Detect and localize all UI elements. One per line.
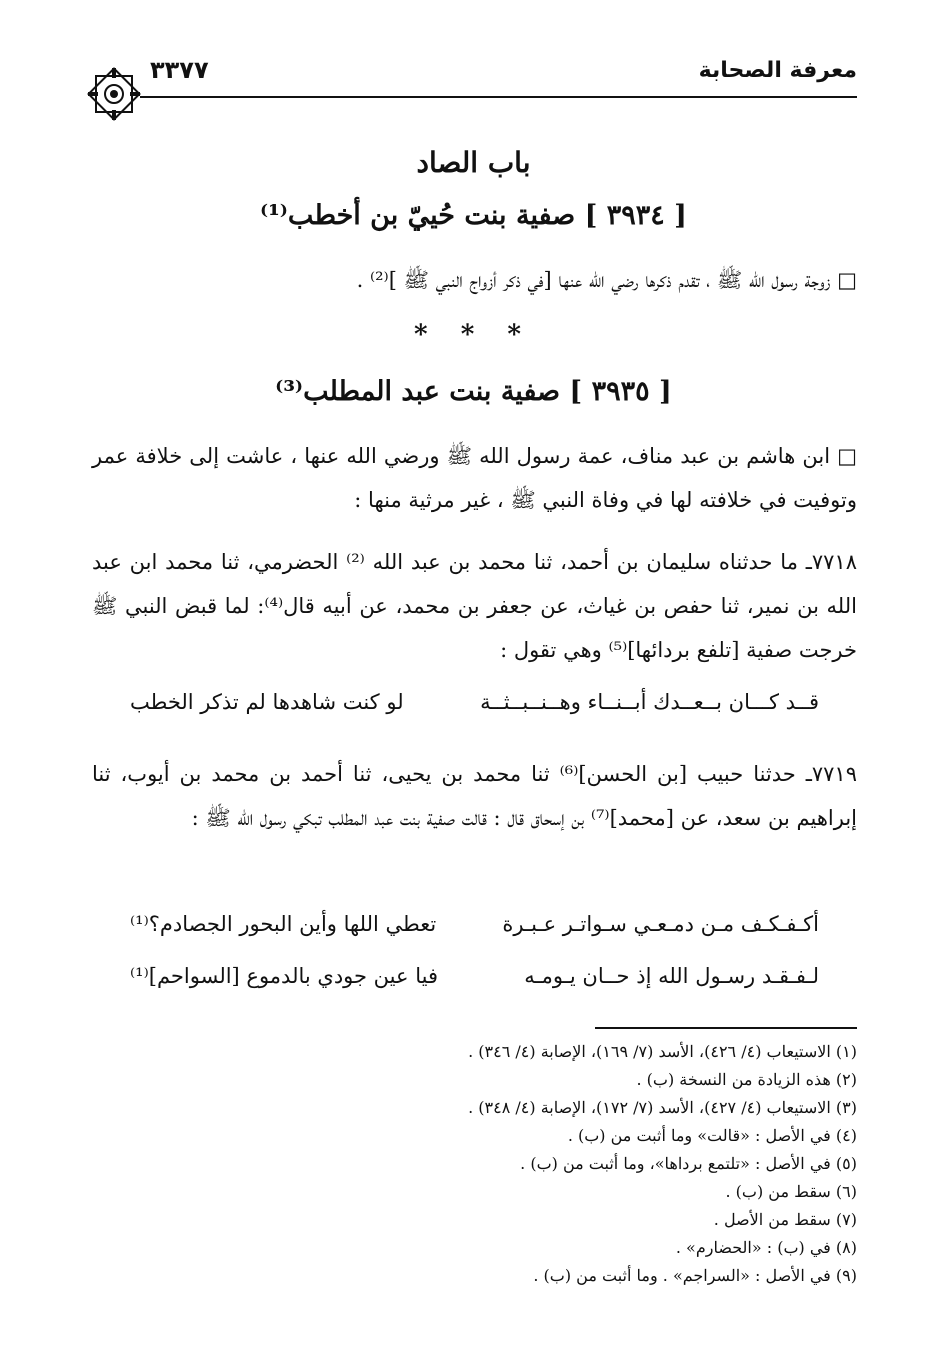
poem-verse — [130, 690, 819, 730]
entry-body-3935: □ ابن هاشم بن عبد مناف، عمة رسول الله ﷺ ورضي الله عنها ، عاشت إلى خلافة عمر وتوفيت في خلافته لها في وفاة النبي ﷺ ، غير مرثية منها : — [92, 444, 857, 512]
verse-first-hemistich: أكـفـكـف مـن دمـعـي سـواتـر عـبـرة — [502, 912, 819, 936]
verse-first-hemistich: قــد كـــان بــعــدك أبــنــاء وهــنــبــثــة — [480, 690, 819, 714]
chapter-title: باب الصاد — [416, 146, 531, 179]
hadith-7719: ٧٧١٩ـ حدثنا حبيب [بن الحسن]⁽⁶⁾ ثنا محمد بن يحيى، ثنا أحمد بن محمد بن أيوب، ثنا إبراهيم بن سعد، عن [محمد]⁽⁷⁾ بن إسحاق قال : قالت صفية بنت عبد المطلب تبكي رسول الله ﷺ : — [92, 762, 857, 830]
entry-title-3934: [ ٣٩٣٤ ] صفية بنت حُييّ بن أخطب⁽¹⁾ — [260, 200, 687, 231]
footnote: (٤) في الأصل : «قالت» وما أثبت من (ب) . — [567, 1126, 857, 1145]
footnote: (٦) سقط من (ب) . — [725, 1182, 857, 1201]
header-divider — [140, 96, 857, 98]
verse-second-hemistich: تعطي اللها وأين البحور الجصادم؟⁽¹⁾ — [130, 912, 437, 936]
section-separator: * * * — [414, 320, 533, 350]
entry-body-3934: □ زوجة رسول الله ﷺ ، تقدم ذكرها رضي الله عنها [في ذكر أزواج النبي ﷺ ]⁽²⁾ . — [356, 268, 857, 292]
footnote: (٧) سقط من الأصل . — [713, 1210, 857, 1229]
ornament-star-icon — [82, 62, 146, 126]
footnote-divider — [595, 1027, 857, 1029]
verse-first-hemistich: لـفـقـد رسـول الله إذ حــان يـومـه — [524, 964, 819, 988]
verse-second-hemistich: لو كنت شاهدها لم تذكر الخطب — [130, 690, 404, 714]
footnote: (٩) في الأصل : «السراجم» . وما أثبت من (ب) . — [533, 1266, 857, 1285]
footnote: (٣) الاستيعاب (٤/ ٤٢٧)، الأسد (٧/ ١٧٢)، الإصابة (٤/ ٣٤٨) . — [468, 1098, 857, 1117]
footnote: (٥) في الأصل : «تلتمع برداها»، وما أثبت من (ب) . — [520, 1154, 857, 1173]
poem-verse — [130, 964, 819, 1004]
footnote: (١) الاستيعاب (٤/ ٤٢٦)، الأسد (٧/ ١٦٩)، الإصابة (٤/ ٣٤٦) . — [468, 1042, 857, 1061]
poem-verse — [130, 912, 819, 952]
page-number: ٣٣٧٧ — [150, 56, 209, 84]
hadith-7718: ٧٧١٨ـ ما حدثناه سليمان بن أحمد، ثنا محمد بن عبد الله ⁽²⁾ الحضرمي، ثنا محمد ابن عبد الله بن نمير، ثنا حفص بن غياث، عن جعفر بن محمد، عن أبيه قال⁽⁴⁾: لما قبض النبي ﷺ خرجت صفية [تلفع بردائها]⁽⁵⁾ وهي تقول : — [92, 550, 857, 662]
footnotes-list — [92, 1038, 857, 1290]
footnote: (٨) في (ب) : «الحضارم» . — [675, 1238, 857, 1257]
entry-title-3935: [ ٣٩٣٥ ] صفية بنت عبد المطلب⁽³⁾ — [275, 376, 672, 407]
footnote: (٢) هذه الزيادة من النسخة (ب) . — [636, 1070, 857, 1089]
verse-second-hemistich: فيا عين جودي بالدموع [السواحم]⁽¹⁾ — [130, 964, 438, 988]
running-header-title: معرفة الصحابة — [698, 58, 857, 83]
